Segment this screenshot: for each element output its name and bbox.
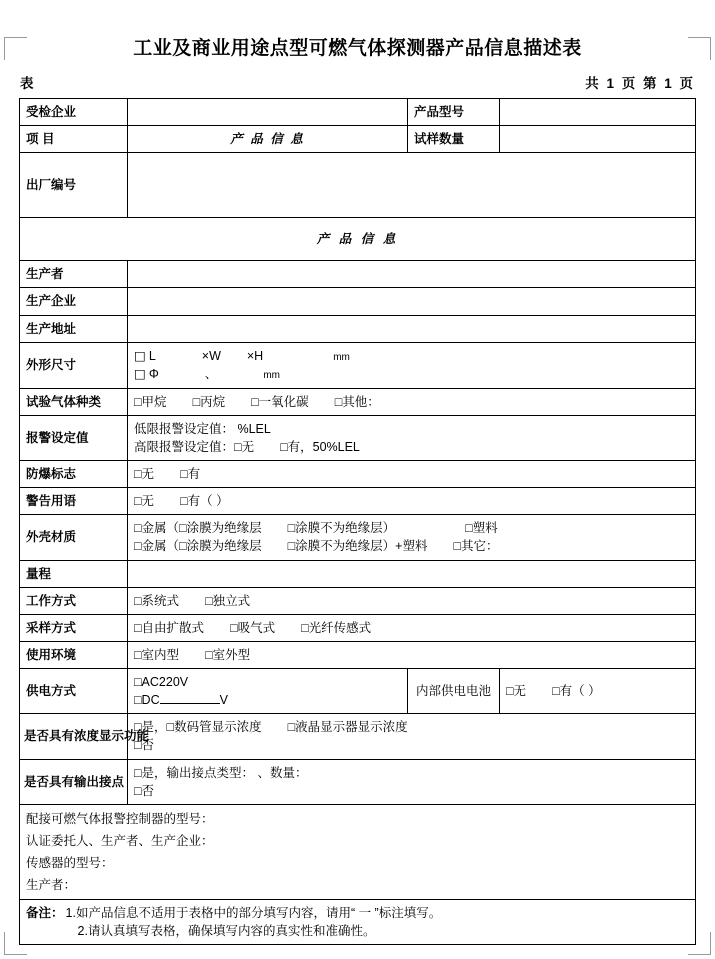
checkbox-work-standalone[interactable]: □独立式	[205, 593, 251, 608]
subheader-left: 表	[20, 76, 34, 91]
value-producer[interactable]	[128, 261, 696, 288]
label-range: 量程	[20, 560, 128, 587]
checkbox-gas-other[interactable]: □其他：	[334, 394, 380, 409]
checkbox-warning-yes[interactable]: □有（ ）	[180, 494, 229, 509]
section-title-product-info: 产 品 信 息	[20, 218, 696, 261]
checkbox-dimension-phi[interactable]: □	[134, 366, 146, 382]
value-sampling-mode[interactable]	[128, 614, 696, 641]
dimension-comma: 、	[204, 367, 218, 382]
checkbox-shell-other[interactable]: □其它：	[453, 539, 499, 554]
table-row	[20, 488, 696, 515]
table-row	[20, 288, 696, 315]
power-dc-input[interactable]	[160, 691, 220, 704]
label-shell-material: 外壳材质	[20, 515, 128, 560]
label-power-supply: 供电方式	[20, 669, 128, 714]
table-row	[20, 560, 696, 587]
value-warning-words[interactable]	[128, 488, 696, 515]
checkbox-explosion-proof-none[interactable]: □无	[134, 467, 155, 481]
product-info-form	[19, 98, 696, 945]
table-row	[20, 874, 696, 900]
checkbox-environment-outdoor[interactable]: □室外型	[205, 647, 251, 662]
value-sample-quantity[interactable]	[500, 126, 696, 153]
label-work-mode: 工作方式	[20, 587, 128, 614]
table-row	[20, 415, 696, 460]
value-manufacturing-address[interactable]	[128, 315, 696, 342]
value-work-mode[interactable]	[128, 587, 696, 614]
checkbox-concentration-no[interactable]: □否	[134, 738, 155, 753]
value-range[interactable]	[128, 560, 696, 587]
checkbox-dimension-lwh[interactable]: □	[134, 347, 146, 363]
remark-label: 备注：	[26, 905, 64, 920]
page-title: 工业及商业用途点型可燃气体探测器产品信息描述表	[133, 38, 582, 59]
table-row	[20, 641, 696, 668]
concentration-display-line-1	[134, 718, 689, 736]
shell-material-line-1	[134, 519, 689, 537]
table-row	[20, 714, 696, 759]
value-environment[interactable]	[128, 641, 696, 668]
power-dc-unit: V	[219, 693, 228, 708]
table-row	[20, 515, 696, 560]
checkbox-environment-indoor[interactable]: □室内型	[134, 647, 180, 662]
label-alarm-setting: 报警设定值	[20, 415, 128, 460]
dimension-unit-2: mm	[263, 370, 280, 382]
table-row	[20, 315, 696, 342]
page-subheader	[20, 72, 695, 92]
crop-mark-top-left	[4, 37, 27, 60]
checkbox-shell-coating-noninsul-1[interactable]: □涂膜不为绝缘层）	[287, 521, 396, 536]
subheader-page-count: 共 1 页 第 1 页	[585, 76, 695, 91]
crop-mark-bottom-left	[4, 932, 27, 955]
checkbox-shell-plastic[interactable]: □塑料	[465, 521, 498, 536]
value-internal-battery[interactable]	[500, 669, 696, 714]
dimension-phi: Φ	[148, 367, 159, 382]
checkbox-gas-methane[interactable]: □甲烷	[134, 394, 167, 409]
table-row	[20, 759, 696, 804]
table-row	[20, 261, 696, 288]
value-concentration-display[interactable]	[128, 714, 696, 759]
power-dc-line	[134, 691, 401, 709]
label-concentration-display: 是否具有浓度显示功能	[20, 714, 128, 759]
label-gas-type: 试验气体种类	[20, 388, 128, 415]
dimension-l: L	[148, 348, 156, 363]
dimension-h: ×H	[246, 348, 264, 363]
table-row	[20, 804, 696, 830]
table-row	[20, 99, 696, 126]
dimension-line-1	[134, 347, 689, 366]
label-environment: 使用环境	[20, 641, 128, 668]
checkbox-warning-none[interactable]: □无	[134, 494, 155, 509]
label-factory-number: 出厂编号	[20, 153, 128, 218]
dimension-w: ×W	[201, 348, 221, 363]
checkbox-concentration-yes[interactable]: □是，□数码管显示浓度	[134, 720, 262, 735]
label-producer: 生产者	[20, 261, 128, 288]
value-factory-number[interactable]	[128, 153, 696, 218]
label-manufacturing-address: 生产地址	[20, 315, 128, 342]
checkbox-sampling-suction[interactable]: □吸气式	[230, 620, 276, 635]
checkbox-gas-carbon-monoxide[interactable]: □一氧化碳	[251, 394, 309, 409]
table-row	[20, 852, 696, 874]
field-certification-applicant[interactable]: 认证委托人、生产者、生产企业：	[20, 830, 696, 852]
label-inspected-enterprise: 受检企业	[20, 99, 128, 126]
checkbox-shell-metal-1[interactable]: □金属（□涂膜为绝缘层	[134, 521, 262, 536]
remark-items	[64, 904, 442, 940]
checkbox-concentration-lcd[interactable]: □液晶显示器显示浓度	[287, 720, 408, 735]
table-row	[20, 388, 696, 415]
checkbox-power-dc[interactable]: □DC	[134, 693, 160, 708]
dimension-unit-1: mm	[333, 351, 350, 363]
checkbox-sampling-diffusion[interactable]: □自由扩散式	[134, 620, 205, 635]
label-output-contact: 是否具有输出接点	[20, 759, 128, 804]
checkbox-gas-propane[interactable]: □丙烷	[192, 394, 226, 409]
checkbox-work-system[interactable]: □系统式	[134, 593, 180, 608]
table-row	[20, 614, 696, 641]
checkbox-power-ac220v[interactable]: □AC220V	[134, 675, 189, 689]
label-product-model: 产品型号	[408, 99, 500, 126]
value-alarm-setting[interactable]	[128, 415, 696, 460]
value-shell-material[interactable]	[128, 515, 696, 560]
checkbox-sampling-fiber[interactable]: □光纤传感式	[301, 620, 372, 635]
label-sample-quantity: 试样数量	[408, 126, 500, 153]
label-manufacturing-enterprise: 生产企业	[20, 288, 128, 315]
table-row	[20, 669, 696, 714]
checkbox-explosion-proof-yes[interactable]: □有	[180, 467, 201, 481]
label-dimension: 外形尺寸	[20, 342, 128, 388]
value-dimension[interactable]	[128, 342, 696, 388]
table-row	[20, 126, 696, 153]
value-explosion-proof[interactable]	[128, 461, 696, 488]
checkbox-alarm-high-yes[interactable]: □有，50%LEL	[280, 439, 360, 454]
dimension-line-2	[134, 365, 689, 384]
value-gas-type[interactable]	[128, 388, 696, 415]
table-row	[20, 153, 696, 218]
checkbox-shell-metal-2[interactable]: □金属（□涂膜为绝缘层	[134, 539, 262, 554]
field-sensor-producer[interactable]: 生产者：	[20, 874, 696, 900]
label-internal-battery: 内部供电电池	[408, 669, 500, 714]
checkbox-shell-coating-noninsul-2[interactable]: □涂膜不为绝缘层）+塑料	[287, 539, 428, 554]
alarm-high-limit	[134, 438, 689, 456]
value-output-contact[interactable]	[128, 759, 696, 804]
table-row	[20, 461, 696, 488]
table-row	[20, 218, 696, 261]
value-item: 产 品 信 息	[128, 126, 408, 153]
label-warning-words: 警告用语	[20, 488, 128, 515]
page	[0, 33, 715, 959]
checkbox-battery-none[interactable]: □无	[506, 684, 527, 699]
value-manufacturing-enterprise[interactable]	[128, 288, 696, 315]
checkbox-alarm-high-none[interactable]: □无	[234, 439, 255, 454]
table-row	[20, 587, 696, 614]
remark-cell	[20, 899, 696, 944]
value-product-model[interactable]	[500, 99, 696, 126]
checkbox-output-contact-yes[interactable]: □是，输出接点类型： 、数量：	[134, 765, 308, 780]
shell-material-line-2	[134, 537, 689, 555]
value-power-supply[interactable]	[128, 669, 408, 714]
remark-item-2: 2.请认真填写表格，确保填写内容的真实性和准确性。	[77, 923, 376, 938]
crop-mark-bottom-right	[688, 932, 711, 955]
field-controller-model[interactable]: 配接可燃气体报警控制器的型号：	[20, 804, 696, 830]
checkbox-output-contact-no[interactable]: □否	[134, 783, 155, 798]
alarm-low-limit[interactable]: 低限报警设定值： %LEL	[134, 421, 271, 436]
table-row	[20, 830, 696, 852]
alarm-high-limit-prefix: 高限报警设定值：	[134, 439, 235, 454]
table-row	[20, 899, 696, 944]
value-inspected-enterprise[interactable]	[128, 99, 408, 126]
checkbox-battery-yes[interactable]: □有（ ）	[552, 684, 601, 699]
field-sensor-model[interactable]: 传感器的型号：	[20, 852, 696, 874]
label-explosion-proof: 防爆标志	[20, 461, 128, 488]
label-item: 项 目	[20, 126, 128, 153]
remark-item-1: 1.如产品信息不适用于表格中的部分填写内容，请用“ 一 ”标注填写。	[65, 905, 442, 920]
crop-mark-top-right	[688, 37, 711, 60]
label-sampling-mode: 采样方式	[20, 614, 128, 641]
table-row	[20, 342, 696, 388]
